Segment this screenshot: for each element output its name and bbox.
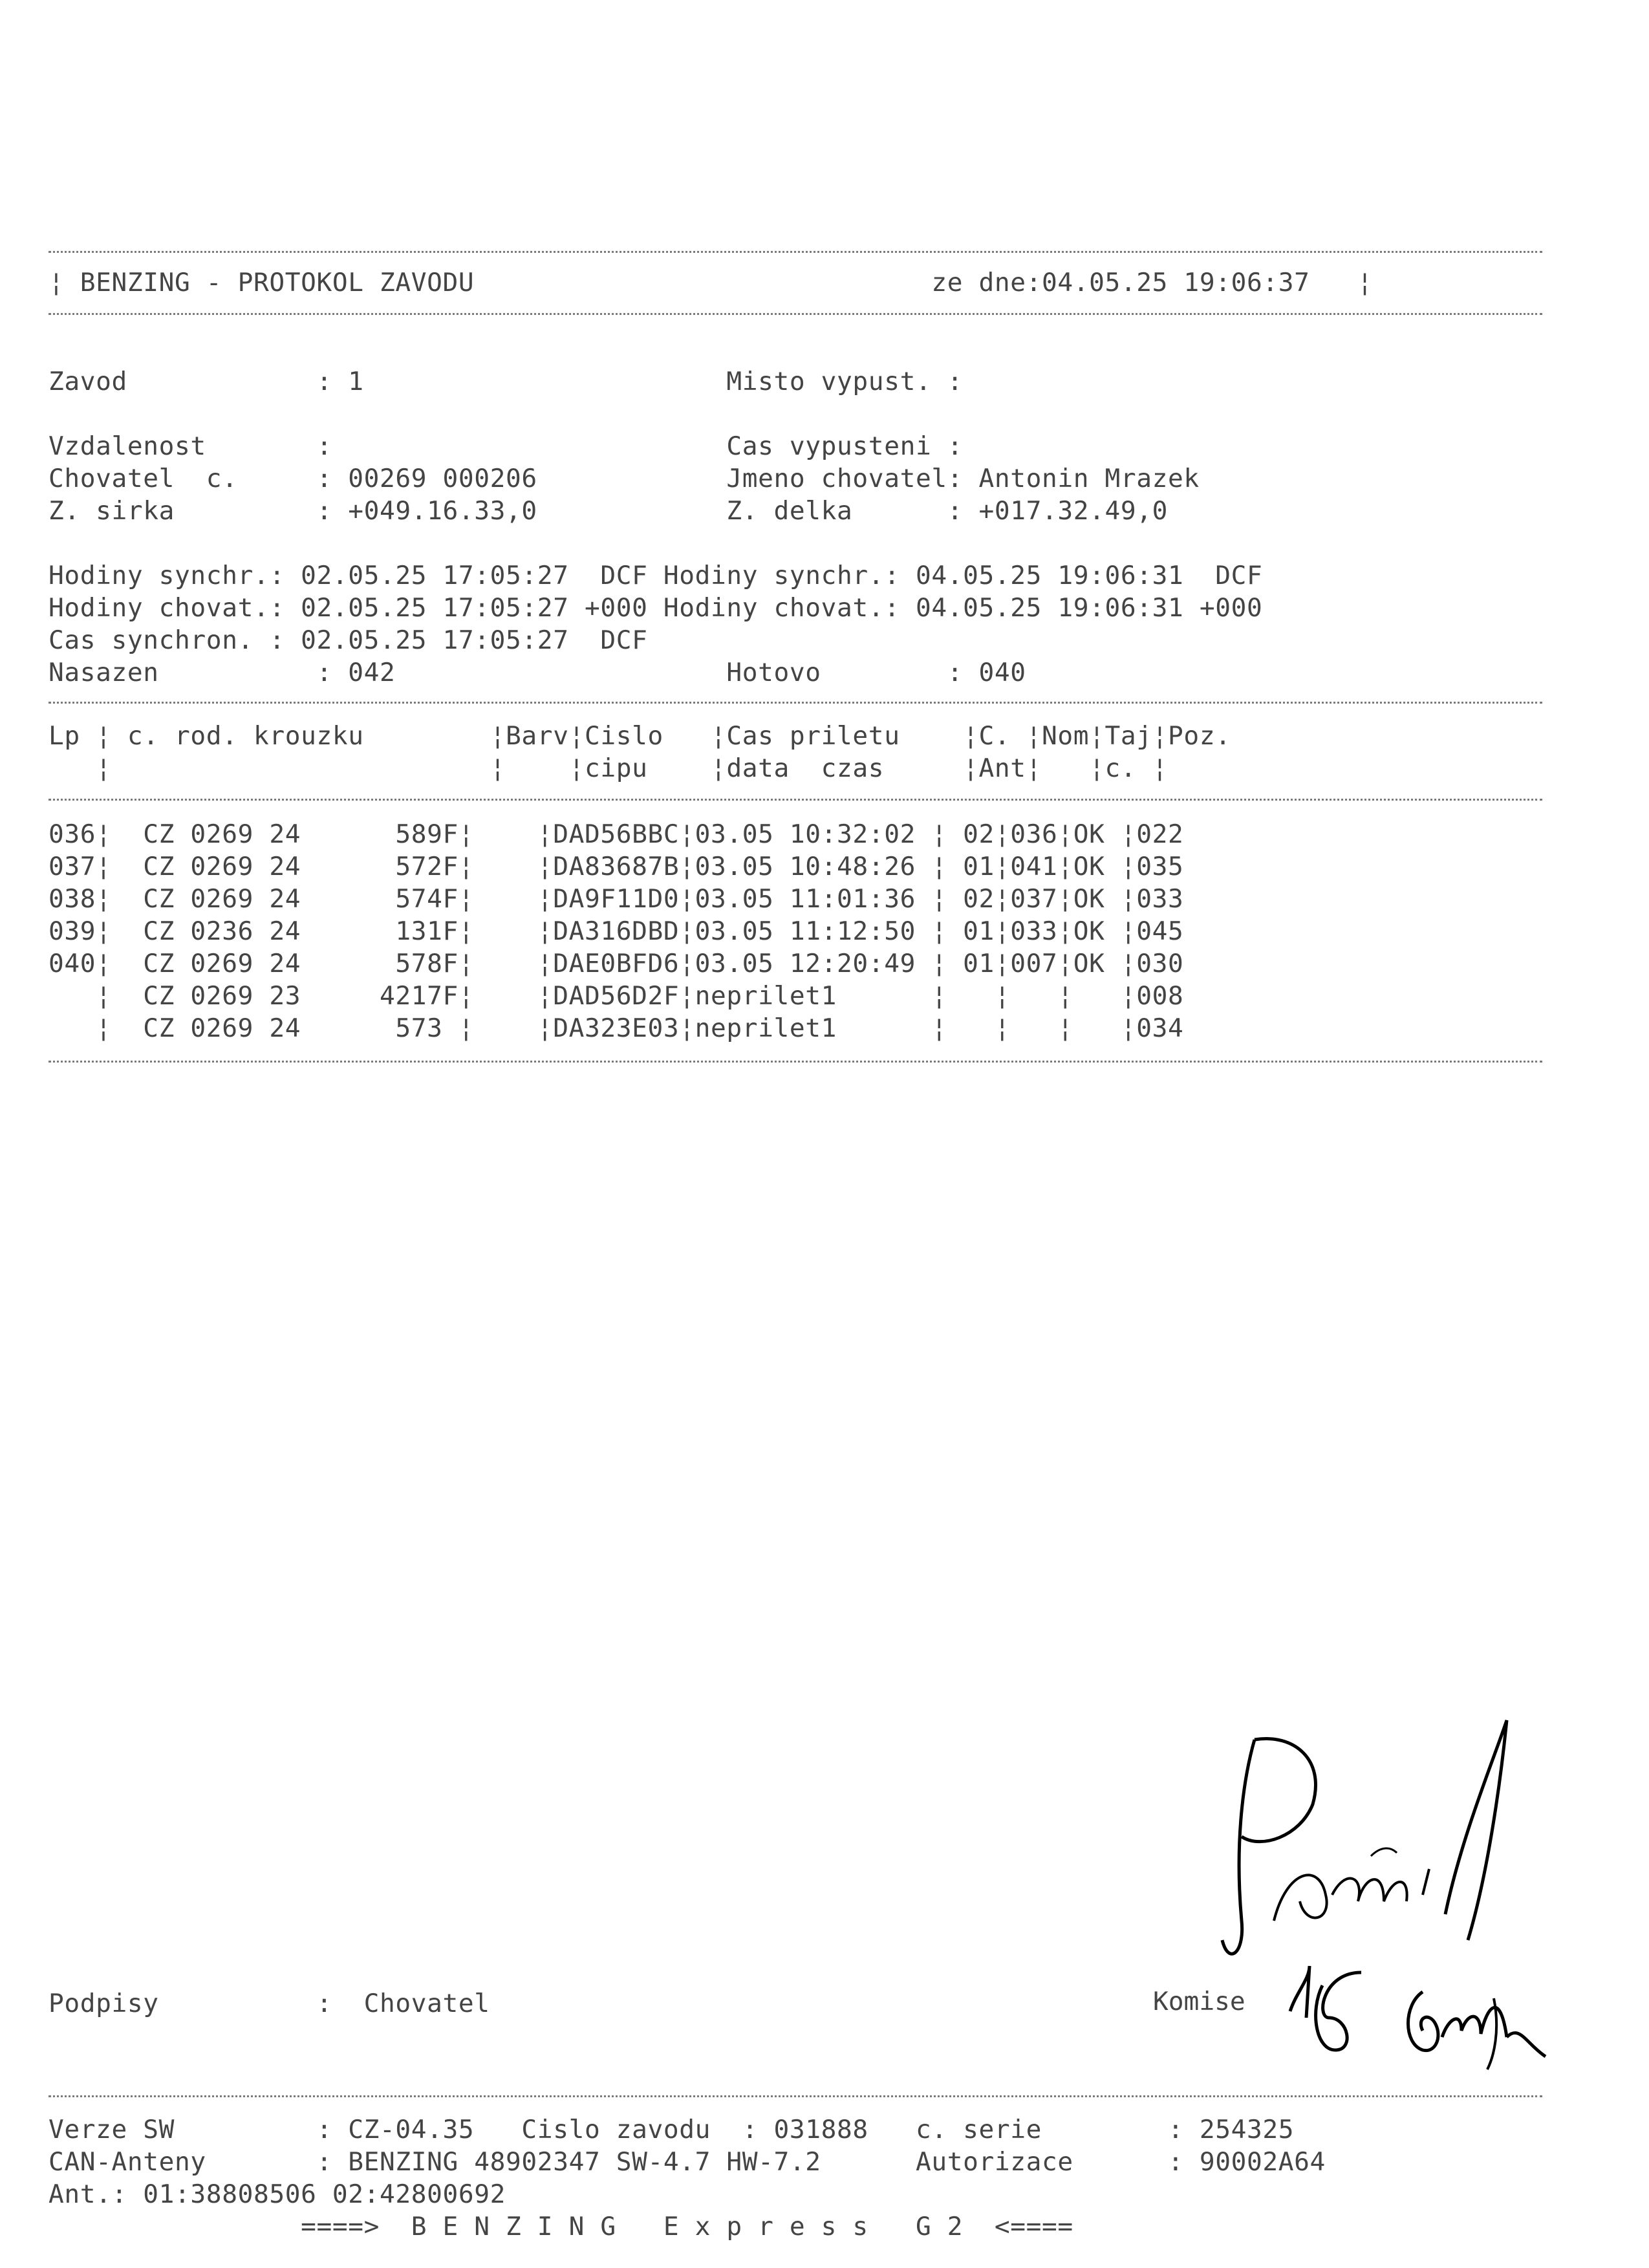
info-line-clock-synchr: Hodiny synchr.: 02.05.25 17:05:27 DCF Hodiny synchr.: 04.05.25 19:06:31 DCF (48, 561, 1263, 590)
footer-dotted-rule (48, 2095, 1542, 2097)
table-top-dotted-rule (48, 702, 1542, 704)
header-dotted-rule (48, 313, 1542, 315)
table-row: 040¦ CZ 0269 24 578F¦ ¦DAE0BFD6¦03.05 12:20:49 ¦ 01¦007¦OK ¦030 (48, 949, 1184, 978)
info-line-latitude: Z. sirka : +049.16.33,0 Z. delka : +017.32.49,0 (48, 496, 1169, 526)
komise-label: Komise (1153, 1987, 1245, 2016)
footer-line-antennas: CAN-Anteny : BENZING 48902347 SW-4.7 HW-7.2 Autorizace : 90002A64 (48, 2147, 1326, 2177)
info-line-basketed: Nasazen : 042 Hotovo : 040 (48, 658, 1026, 687)
footer-line-version: Verze SW : CZ-04.35 Cislo zavodu : 031888 c. serie : 254325 (48, 2115, 1295, 2144)
footer-line-ant: Ant.: 01:38808506 02:42800692 (48, 2179, 506, 2209)
info-line-distance: Vzdalenost : Cas vypusteni : (48, 431, 964, 461)
top-dotted-rule (48, 251, 1542, 253)
table-row: 039¦ CZ 0236 24 131F¦ ¦DA316DBD¦03.05 11:12:50 ¦ 01¦033¦OK ¦045 (48, 916, 1184, 946)
info-line-race: Zavod : 1 Misto vypust. : (48, 367, 964, 396)
signatures-line: Podpisy : Chovatel (48, 1989, 490, 2018)
footer-brand-line: ====> B E N Z I N G E x p r e s s G 2 <==== (48, 2212, 1073, 2241)
commission-signature-1 (1284, 1960, 1374, 2063)
table-header-line-1: Lp ¦ c. rod. krouzku ¦Barv¦Cislo ¦Cas priletu ¦C. ¦Nom¦Taj¦Poz. (48, 721, 1231, 751)
table-header-line-2: ¦ ¦ ¦cipu ¦data czas ¦Ant¦ ¦c. ¦ (48, 753, 1169, 783)
table-row: 038¦ CZ 0269 24 574F¦ ¦DA9F11D0¦03.05 11:01:36 ¦ 02¦037¦OK ¦033 (48, 884, 1184, 914)
table-row: 036¦ CZ 0269 24 589F¦ ¦DAD56BBC¦03.05 10:32:02 ¦ 02¦036¦OK ¦022 (48, 819, 1184, 849)
breeder-signature (1216, 1707, 1533, 1979)
info-line-breeder: Chovatel c. : 00269 000206 Jmeno chovatel: Antonin Mrazek (48, 464, 1200, 493)
table-header-dotted-rule (48, 799, 1542, 801)
info-line-clock-breeder: Hodiny chovat.: 02.05.25 17:05:27 +000 Hodiny chovat.: 04.05.25 19:06:31 +000 (48, 593, 1263, 623)
table-bottom-dotted-rule (48, 1061, 1542, 1063)
commission-signature-2 (1397, 1979, 1552, 2076)
table-row: ¦ CZ 0269 23 4217F¦ ¦DAD56D2F¦neprilet1 ¦ ¦ ¦ ¦008 (48, 981, 1184, 1011)
protocol-header: ¦ BENZING - PROTOKOL ZAVODU ze dne:04.05.25 19:06:37 ¦ (48, 268, 1374, 297)
table-row: ¦ CZ 0269 24 573 ¦ ¦DA323E03¦neprilet1 ¦ ¦ ¦ ¦034 (48, 1013, 1184, 1043)
info-line-sync-time: Cas synchron. : 02.05.25 17:05:27 DCF (48, 625, 648, 655)
table-row: 037¦ CZ 0269 24 572F¦ ¦DA83687B¦03.05 10:48:26 ¦ 01¦041¦OK ¦035 (48, 852, 1184, 881)
